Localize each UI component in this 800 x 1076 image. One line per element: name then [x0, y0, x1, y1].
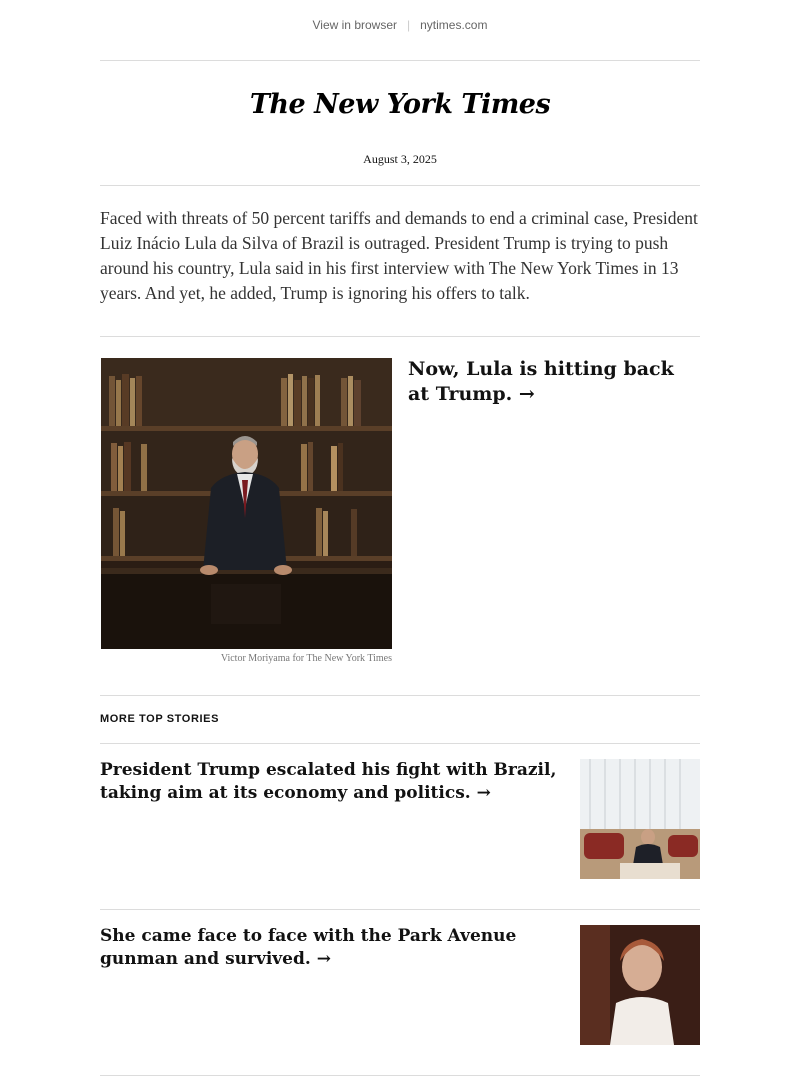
nytimes-link[interactable]: nytimes.com	[420, 18, 488, 32]
intro-paragraph: Faced with threats of 50 percent tariffs and demands to end a criminal case, President Luiz Inácio Lula da Silva of Brazil is outraged. President Trump is trying to push around his country, Lula said in his first interview with The New York Times in 13 years. And yet, he added, Trump is ignoring his offers to talk.	[100, 186, 700, 337]
story-headline-link[interactable]: She came face to face with the Park Avenue gunman and survived. →	[100, 926, 517, 969]
newsletter-container	[100, 0, 700, 1076]
nyt-logo[interactable]: The New York Times	[249, 89, 551, 120]
masthead	[100, 61, 700, 186]
story-headline-link[interactable]: President Trump escalated his fight with Brazil, taking aim at its economy and politics. →	[100, 760, 557, 803]
more-top-stories-label: MORE TOP STORIES	[100, 696, 700, 744]
top-bar	[100, 0, 700, 61]
lead-photo[interactable]	[101, 358, 392, 649]
newsletter-date: August 3, 2025	[363, 152, 437, 166]
lead-story	[100, 337, 700, 696]
story-thumbnail[interactable]	[580, 925, 700, 1045]
header-separator: |	[407, 18, 411, 32]
lead-headline-link[interactable]: Now, Lula is hitting back at Trump. →	[408, 358, 674, 405]
story-item	[100, 744, 700, 910]
story-thumbnail[interactable]	[580, 759, 700, 879]
story-item	[100, 910, 700, 1076]
photo-credit: Victor Moriyama for The New York Times	[220, 653, 392, 664]
view-in-browser-link[interactable]: View in browser	[312, 18, 397, 32]
